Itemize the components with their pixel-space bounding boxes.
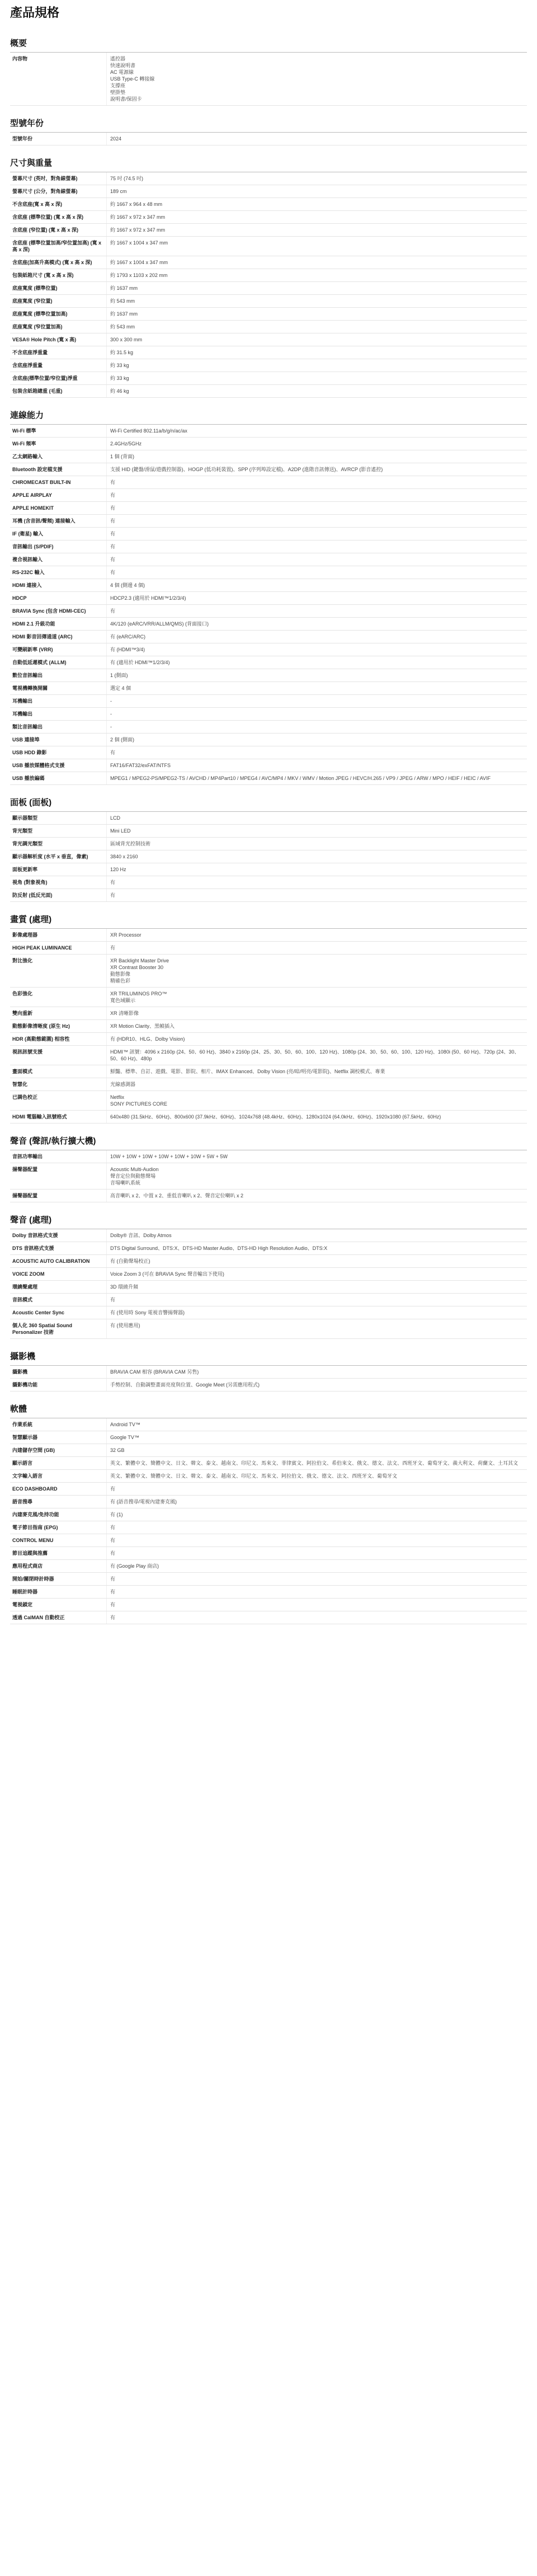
spec-label: 含底座 (標準位置加高/窄位置加高) (寬 x 高 x 深) — [12, 240, 101, 252]
spec-label: 內建儲存空間 (GB) — [12, 1447, 55, 1453]
spec-value: LCD — [106, 812, 527, 824]
spec-label: 不含底座(寬 x 高 x 深) — [12, 201, 63, 207]
spec-value: 有 (自動聲場校正) — [106, 1255, 527, 1267]
spec-value: 有 — [106, 1483, 527, 1495]
spec-row — [10, 185, 527, 198]
spec-value: 有 — [106, 566, 527, 579]
spec-value: 2.4GHz/5GHz — [106, 438, 527, 450]
spec-row — [10, 618, 527, 631]
spec-value: 有 (HDR10、HLG、Dolby Vision) — [106, 1033, 527, 1045]
spec-row — [10, 1483, 527, 1496]
spec-row — [10, 889, 527, 902]
spec-value: 有 — [106, 1547, 527, 1559]
spec-row — [10, 1366, 527, 1379]
spec-value: XR 清晰影像 — [106, 1007, 527, 1019]
section-title: 聲音 (聲訊/執行擴大機) — [10, 1135, 527, 1150]
spec-label: 智慧化 — [12, 1082, 28, 1087]
spec-label: HDMI 連接入 — [12, 582, 42, 588]
spec-label: 顯示器類型 — [12, 815, 38, 821]
spec-row — [10, 695, 527, 708]
spec-row — [10, 224, 527, 237]
spec-value: 光線感測器 — [106, 1078, 527, 1090]
spec-value: 有 — [106, 1534, 527, 1546]
spec-row — [10, 1150, 527, 1163]
spec-value: 英文、繁體中文、簡體中文、日文、韓文、泰文、越南文、印尼文、馬來文、菲律賓文、阿拉伯文、希伯來文、俄文、德文、法文、西班牙文、葡萄牙文、義大利文、荷蘭文、土耳其文 — [106, 1457, 527, 1469]
spec-row — [10, 211, 527, 224]
spec-row — [10, 133, 527, 145]
spec-row — [10, 1611, 527, 1624]
spec-label: BRAVIA Sync (包含 HDMI-CEC) — [12, 608, 86, 614]
spec-value: 有 — [106, 553, 527, 566]
spec-value: 有 (HDMI™3/4) — [106, 643, 527, 656]
spec-label: 環繞聲處理 — [12, 1284, 38, 1290]
spec-row — [10, 592, 527, 605]
section-title: 聲音 (處理) — [10, 1214, 527, 1229]
spec-label: 底座寬度 (標準位置) — [12, 285, 58, 291]
spec-value: 手勢控制、自動調整畫面亮度與位置、Google Meet (另需應用程式) — [106, 1379, 527, 1391]
spec-label: 耳機輸出 — [12, 711, 33, 717]
spec-row — [10, 476, 527, 489]
spec-row — [10, 1470, 527, 1483]
spec-row — [10, 1281, 527, 1294]
spec-value: 有 — [106, 528, 527, 540]
spec-label: 乙太網路輸入 — [12, 454, 43, 459]
spec-value: MPEG1 / MPEG2-PS/MPEG2-TS / AVCHD / MP4Part10 / MPEG4 / AVC/MP4 / MKV / WMV / Motion JPEG / HEVC/H.265 / VP9 / JPEG / ARW / MPO / HEIF / HEIC / AVIF — [106, 772, 527, 784]
section-title: 面板 (面板) — [10, 796, 527, 812]
spec-label: 背光類型 — [12, 828, 33, 834]
spec-label: ACOUSTIC AUTO CALIBRATION — [12, 1258, 90, 1264]
spec-label: 對比強化 — [12, 958, 33, 963]
spec-value: 有 — [106, 476, 527, 488]
spec-row — [10, 1065, 527, 1078]
spec-row — [10, 1534, 527, 1547]
spec-label: 防反射 (低反光面) — [12, 892, 53, 898]
spec-value: 300 x 300 mm — [106, 333, 527, 346]
spec-value: 約 31.5 kg — [106, 346, 527, 359]
spec-row — [10, 540, 527, 553]
spec-row — [10, 631, 527, 643]
spec-row — [10, 553, 527, 566]
spec-label: 電視鎖定 — [12, 1602, 33, 1607]
spec-label: 個人化 360 Spatial Sound Personalizer 技術 — [12, 1323, 73, 1335]
spec-label: HIGH PEAK LUMINANCE — [12, 945, 72, 951]
spec-row — [10, 759, 527, 772]
spec-row — [10, 1586, 527, 1599]
spec-row — [10, 669, 527, 682]
spec-value: 75 吋 (74.5 吋) — [106, 172, 527, 185]
spec-label: 音訊輸出 (S/PDIF) — [12, 544, 54, 549]
spec-row — [10, 734, 527, 746]
spec-value: 有 (eARC/ARC) — [106, 631, 527, 643]
spec-label: 揚聲器配置 — [12, 1193, 38, 1198]
spec-value: 2024 — [106, 133, 527, 145]
spec-label: 含底座 (窄位置) (寬 x 高 x 深) — [12, 227, 79, 233]
spec-value: 英文、繁體中文、簡體中文、日文、韓文、泰文、越南文、印尼文、馬來文、阿拉伯文、俄文、德文、法文、西班牙文、葡萄牙文 — [106, 1470, 527, 1482]
spec-label: 包裝含紙箱總重 (毛重) — [12, 388, 63, 394]
spec-row — [10, 282, 527, 295]
spec-label: Dolby 音訊格式支援 — [12, 1233, 58, 1238]
spec-label: 音訊功率輸出 — [12, 1154, 43, 1159]
spec-value: 約 1637 mm — [106, 308, 527, 320]
spec-value: - — [106, 721, 527, 733]
spec-value: 有 (1) — [106, 1508, 527, 1521]
spec-row — [10, 308, 527, 321]
spec-row — [10, 528, 527, 540]
spec-label: 螢幕尺寸 (公分，對角線螢幕) — [12, 189, 78, 194]
spec-label: 顯示語言 — [12, 1460, 33, 1466]
spec-row — [10, 515, 527, 528]
spec-label: 電子節目指南 (EPG) — [12, 1525, 58, 1530]
spec-row — [10, 1560, 527, 1573]
spec-row — [10, 838, 527, 850]
spec-value: 選定 4 個 — [106, 682, 527, 694]
spec-row — [10, 1033, 527, 1046]
spec-label: 文字輸入語言 — [12, 1473, 43, 1479]
spec-row — [10, 682, 527, 695]
spec-value: 有 — [106, 942, 527, 954]
spec-row — [10, 1255, 527, 1268]
section-title: 連線能力 — [10, 409, 527, 425]
section-title: 概要 — [10, 37, 527, 53]
spec-label: 開始/關閉時計時器 — [12, 1576, 54, 1582]
spec-label: 色彩強化 — [12, 991, 33, 996]
spec-value: 1 (側面) — [106, 669, 527, 681]
spec-value: DTS Digital Surround、DTS:X、DTS-HD Master Audio、DTS-HD High Resolution Audio、DTS:X — [106, 1242, 527, 1254]
spec-value: 有 — [106, 1294, 527, 1306]
spec-row — [10, 1418, 527, 1431]
spec-label: 視角 (對象視角) — [12, 880, 48, 885]
page-title: 產品規格 — [10, 6, 60, 20]
spec-row — [10, 321, 527, 333]
spec-value: - — [106, 695, 527, 707]
spec-value: 約 46 kg — [106, 385, 527, 397]
spec-label: 節目追蹤與推薦 — [12, 1550, 48, 1556]
spec-row — [10, 942, 527, 955]
spec-label: 透過 CalMAN 自動校正 — [12, 1615, 65, 1620]
spec-value: - — [106, 708, 527, 720]
spec-value: 約 1667 x 972 x 347 mm — [106, 211, 527, 223]
spec-value: Android TV™ — [106, 1418, 527, 1431]
spec-label: 含底座(標準位置/窄位置)淨重 — [12, 375, 78, 381]
spec-row — [10, 1078, 527, 1091]
spec-value: 640x480 (31.5kHz、60Hz)、800x600 (37.9kHz、60Hz)、1024x768 (48.4kHz、60Hz)、1280x1024 (64.0kHz、60Hz)、1920x1080 (67.5kHz、60Hz) — [106, 1111, 527, 1123]
spec-label: 含底座(加高升高模式) (寬 x 高 x 深) — [12, 260, 92, 265]
spec-value: 189 cm — [106, 185, 527, 198]
spec-row — [10, 746, 527, 759]
spec-value: FAT16/FAT32/exFAT/NTFS — [106, 759, 527, 772]
spec-label: 不含底座淨重量 — [12, 350, 48, 355]
spec-label: USB 連接埠 — [12, 737, 40, 742]
spec-label: 攝影機 — [12, 1369, 28, 1375]
spec-row — [10, 988, 527, 1007]
spec-row — [10, 172, 527, 185]
spec-label: 內容物 — [12, 56, 28, 62]
spec-label: 含底座淨重量 — [12, 363, 43, 368]
spec-label: CONTROL MENU — [12, 1538, 54, 1543]
spec-row — [10, 772, 527, 785]
spec-label: 包裝紙箱尺寸 (寬 x 高 x 深) — [12, 272, 74, 278]
spec-row — [10, 1111, 527, 1124]
spec-row — [10, 1306, 527, 1319]
spec-label: APPLE HOMEKIT — [12, 505, 54, 511]
spec-value: 有 — [106, 515, 527, 527]
spec-label: HDMI 2.1 升級功能 — [12, 621, 55, 627]
section-title: 型號年份 — [10, 117, 527, 133]
spec-label: VESA® Hole Pitch (寬 x 高) — [12, 337, 77, 342]
spec-row — [10, 1508, 527, 1521]
spec-label: Wi-Fi 頻率 — [12, 441, 36, 446]
spec-row — [10, 385, 527, 398]
spec-value: Voice Zoom 3 (可在 BRAVIA Sync 聲音輸出下使用) — [106, 1268, 527, 1280]
spec-label: 電視機轉換開關 — [12, 685, 48, 691]
spec-label: 型號年份 — [12, 136, 33, 142]
spec-row — [10, 463, 527, 476]
spec-label: HDMI 影音回傳通道 (ARC) — [12, 634, 73, 640]
spec-label: 攝影機功能 — [12, 1382, 38, 1388]
spec-row — [10, 1046, 527, 1065]
spec-row — [10, 1190, 527, 1202]
spec-value: 有 (Google Play 商店) — [106, 1560, 527, 1572]
spec-row — [10, 721, 527, 734]
spec-row — [10, 295, 527, 308]
spec-row — [10, 198, 527, 211]
spec-value: 約 1667 x 972 x 347 mm — [106, 224, 527, 236]
spec-value: 有 (使用時 Sony 電視音響揚聲器) — [106, 1306, 527, 1319]
spec-row — [10, 708, 527, 721]
spec-row — [10, 643, 527, 656]
spec-value: 3840 x 2160 — [106, 850, 527, 863]
spec-label: USB HDD 錄影 — [12, 750, 47, 755]
spec-value: 10W + 10W + 10W + 10W + 10W + 10W + 5W + 5W — [106, 1150, 527, 1163]
spec-value: 有 — [106, 1573, 527, 1585]
spec-label: 影像處理器 — [12, 932, 38, 938]
spec-value: 約 33 kg — [106, 372, 527, 384]
spec-row — [10, 1444, 527, 1457]
spec-value: XR Backlight Master Drive XR Contrast Booster 30 動態影像 精確色彩 — [106, 955, 527, 987]
spec-label: 語音搜尋 — [12, 1499, 33, 1505]
spec-value: XR Processor — [106, 929, 527, 941]
spec-row — [10, 346, 527, 359]
spec-value: Google TV™ — [106, 1431, 527, 1444]
spec-value: Netflix SONY PICTURES CORE — [106, 1091, 527, 1110]
spec-value: 1 個 (背面) — [106, 450, 527, 463]
spec-label: 耳機 (含音訊/聲頻) 連接輸入 — [12, 518, 76, 524]
spec-label: ECO DASHBOARD — [12, 1486, 58, 1492]
spec-label: 揚聲器配置 — [12, 1167, 38, 1172]
spec-value: 有 — [106, 746, 527, 759]
spec-label: HDR (高動態範圍) 相容性 — [12, 1036, 70, 1042]
spec-row — [10, 955, 527, 988]
spec-label: 螢幕尺寸 (英吋，對角線螢幕) — [12, 176, 78, 181]
spec-row — [10, 605, 527, 618]
spec-row — [10, 1547, 527, 1560]
spec-row — [10, 438, 527, 450]
spec-row — [10, 876, 527, 889]
spec-row — [10, 1242, 527, 1255]
section-title: 尺寸與重量 — [10, 157, 527, 172]
spec-label: 複合視訊輸入 — [12, 557, 43, 562]
spec-label: 雙向重新 — [12, 1010, 33, 1016]
spec-sections — [10, 37, 527, 1624]
spec-value: 有 (使用應用) — [106, 1319, 527, 1338]
spec-row — [10, 53, 527, 106]
spec-row — [10, 502, 527, 515]
spec-value: 有 — [106, 1599, 527, 1611]
spec-row — [10, 1379, 527, 1392]
spec-value: 有 — [106, 540, 527, 553]
spec-label: 應用程式商店 — [12, 1563, 43, 1569]
spec-row — [10, 1521, 527, 1534]
spec-value: HDCP2.3 (適用於 HDMI™1/2/3/4) — [106, 592, 527, 604]
spec-label: 動態影像清晰度 (原生 Hz) — [12, 1023, 70, 1029]
spec-value: 約 1667 x 1004 x 347 mm — [106, 237, 527, 256]
spec-value: Wi-Fi Certified 802.11a/b/g/n/ac/ax — [106, 425, 527, 437]
spec-value: 約 33 kg — [106, 359, 527, 372]
spec-label: IF (衛星) 輸入 — [12, 531, 43, 537]
spec-label: 視訊訊號支援 — [12, 1049, 43, 1055]
section-title: 攝影機 — [10, 1350, 527, 1366]
spec-value: 4K/120 (eARC/VRR/ALLM/QMS) (背面接口) — [106, 618, 527, 630]
spec-value: 有 (適用於 HDMI™1/2/3/4) — [106, 656, 527, 669]
spec-row — [10, 863, 527, 876]
spec-row — [10, 929, 527, 942]
spec-row — [10, 489, 527, 502]
spec-row — [10, 333, 527, 346]
spec-row — [10, 425, 527, 438]
spec-label: 自動低延遲模式 (ALLM) — [12, 660, 67, 665]
spec-value: HDMI™ 訊號：4096 x 2160p (24、50、60 Hz)、3840 x 2160p (24、25、30、50、60、100、120 Hz)、1080p (24、30、50、60、100、120 Hz)、1080i (50、60 Hz)、720p (24、30、50、60 Hz)、480p — [106, 1046, 527, 1065]
spec-row — [10, 579, 527, 592]
spec-label: Wi-Fi 標準 — [12, 428, 36, 434]
spec-label: VOICE ZOOM — [12, 1271, 45, 1277]
spec-value: 約 1793 x 1103 x 202 mm — [106, 269, 527, 281]
spec-value: Dolby® 音訊、Dolby Atmos — [106, 1229, 527, 1242]
spec-label: 底座寬度 (窄位置) — [12, 298, 53, 304]
spec-row — [10, 1573, 527, 1586]
spec-row — [10, 1599, 527, 1611]
spec-label: RS-232C 輸入 — [12, 570, 45, 575]
spec-label: 睡眠計時器 — [12, 1589, 38, 1595]
spec-value: 有 — [106, 1586, 527, 1598]
spec-row — [10, 1007, 527, 1020]
spec-value: 有 — [106, 605, 527, 617]
spec-label: 耳機輸出 — [12, 698, 33, 704]
spec-value: 約 543 mm — [106, 321, 527, 333]
spec-row — [10, 237, 527, 256]
spec-label: USB 播放編碼 — [12, 775, 45, 781]
spec-row — [10, 450, 527, 463]
spec-row — [10, 1229, 527, 1242]
spec-row — [10, 1457, 527, 1470]
spec-value: 有 (語音搜尋/電視內建麥克風) — [106, 1496, 527, 1508]
spec-value: 有 — [106, 889, 527, 901]
spec-value: 鮮豔、標準、自訂、遊戲、電影、影院、相片、IMAX Enhanced、Dolby Vision (亮/暗/明亮/電影院)、Netflix 調校模式、專業 — [106, 1065, 527, 1078]
spec-label: APPLE AIRPLAY — [12, 492, 52, 498]
spec-label: 面板更新率 — [12, 867, 38, 872]
spec-row — [10, 1091, 527, 1111]
spec-value: 32 GB — [106, 1444, 527, 1456]
spec-row — [10, 256, 527, 269]
spec-row — [10, 1020, 527, 1033]
spec-value: 3D 環繞升頻 — [106, 1281, 527, 1293]
spec-row — [10, 850, 527, 863]
spec-label: 可變刷新率 (VRR) — [12, 647, 53, 652]
spec-row — [10, 825, 527, 838]
spec-row — [10, 1319, 527, 1339]
spec-value: 高音喇叭 x 2、中置 x 2、重低音喇叭 x 2、聲音定位喇叭 x 2 — [106, 1190, 527, 1202]
spec-value: 有 — [106, 502, 527, 514]
spec-row — [10, 812, 527, 825]
spec-label: 智慧顯示器 — [12, 1435, 38, 1440]
spec-row — [10, 1268, 527, 1281]
spec-value: 區域背光控制技術 — [106, 838, 527, 850]
spec-label: Acoustic Center Sync — [12, 1310, 65, 1315]
spec-row — [10, 372, 527, 385]
spec-label: HDMI 電腦輸入訊號格式 — [12, 1114, 67, 1120]
spec-value: 120 Hz — [106, 863, 527, 876]
spec-value: BRAVIA CAM 相容 (BRAVIA CAM 另售) — [106, 1366, 527, 1378]
spec-label: 底座寬度 (窄位置加高) — [12, 324, 63, 330]
spec-value: 有 — [106, 876, 527, 889]
spec-label: HDCP — [12, 595, 27, 601]
spec-row — [10, 1163, 527, 1190]
spec-value: 約 543 mm — [106, 295, 527, 307]
spec-label: 類比音訊輸出 — [12, 724, 43, 730]
spec-value: 約 1667 x 1004 x 347 mm — [106, 256, 527, 269]
spec-label: 畫面模式 — [12, 1069, 33, 1074]
spec-value: 有 — [106, 489, 527, 501]
spec-value: 有 — [106, 1611, 527, 1624]
spec-label: 內建麥克風/免持功能 — [12, 1512, 59, 1517]
spec-label: 背光調光類型 — [12, 841, 43, 847]
spec-value: 遙控器 快速說明書 AC 電源線 USB Type-C 轉接線 支撐座 壁掛墊 說明書/保固卡 — [106, 53, 527, 105]
spec-value: 約 1667 x 964 x 48 mm — [106, 198, 527, 210]
spec-label: 音訊模式 — [12, 1297, 33, 1303]
section-title: 畫質 (處理) — [10, 913, 527, 929]
spec-value: 2 個 (側面) — [106, 734, 527, 746]
spec-row — [10, 1431, 527, 1444]
spec-row — [10, 269, 527, 282]
spec-label: CHROMECAST BUILT-IN — [12, 480, 71, 485]
spec-value: XR TRILUMINOS PRO™ 寬色域顯示 — [106, 988, 527, 1007]
spec-row — [10, 1294, 527, 1306]
spec-value: 有 — [106, 1521, 527, 1534]
spec-value: 支援 HID (鍵盤/滑鼠/遊戲控制器)、HOGP (低功耗裝置)、SPP (序列埠設定檔)、A2DP (進階音訊傳送)、AVRCP (影音遙控) — [106, 463, 527, 476]
spec-label: 含底座 (標準位置) (寬 x 高 x 深) — [12, 214, 84, 220]
spec-row — [10, 566, 527, 579]
spec-value: Mini LED — [106, 825, 527, 837]
spec-label: 顯示器解析度 (水平 x 垂直，像素) — [12, 854, 88, 859]
spec-value: Acoustic Multi-Audion 聲音定位與動態聲場 音場喇叭系統 — [106, 1163, 527, 1189]
spec-value: XR Motion Clarity、黑幀插入 — [106, 1020, 527, 1032]
spec-label: 底座寬度 (標準位置加高) — [12, 311, 68, 317]
spec-value: 4 個 (側邊 4 個) — [106, 579, 527, 591]
spec-label: Bluetooth 設定檔支援 — [12, 467, 63, 472]
spec-label: 已調色校正 — [12, 1094, 38, 1100]
spec-row — [10, 1496, 527, 1508]
spec-label: DTS 音訊格式支援 — [12, 1245, 54, 1251]
spec-row — [10, 656, 527, 669]
spec-value: 約 1637 mm — [106, 282, 527, 294]
spec-row — [10, 359, 527, 372]
section-title: 軟體 — [10, 1403, 527, 1418]
spec-label: 數位音訊輸出 — [12, 673, 43, 678]
spec-label: 作業系統 — [12, 1422, 33, 1427]
spec-label: USB 播放媒體格式支援 — [12, 763, 65, 768]
